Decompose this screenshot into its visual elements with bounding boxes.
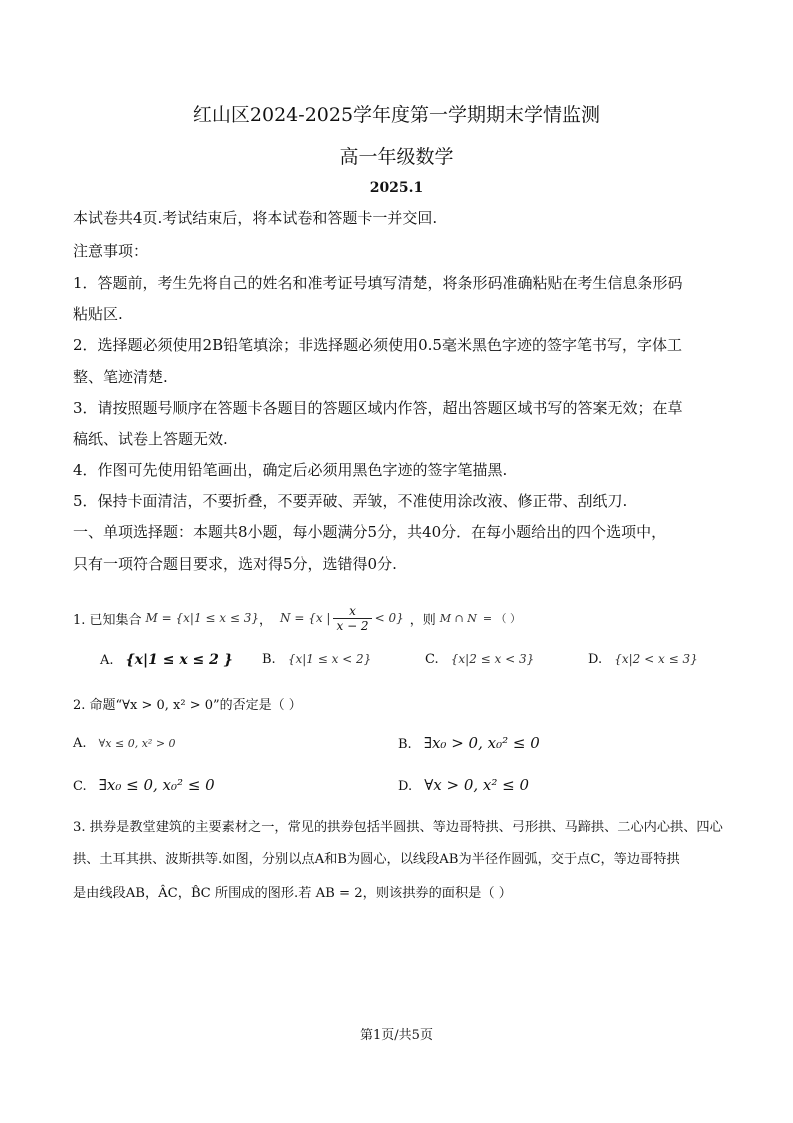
q2-option-c-text: ∃x₀ ≤ 0, x₀² ≤ 0 xyxy=(98,776,215,794)
question-2-stem: 2. 命题“∀x > 0, x² > 0”的否定是（ ） xyxy=(73,698,302,713)
note-3-line-1: 3．请按照题号顺序在答题卡各题目的答题区域内作答，超出答题区域书写的答案无效；在草 xyxy=(73,399,683,417)
q1-option-c-label: C. xyxy=(425,652,439,667)
exam-subtitle: 高一年级数学 xyxy=(339,146,454,168)
q1-option-a-label: A. xyxy=(100,653,114,668)
intro-text: 本试卷共4页.考试结束后，将本试卷和答题卡一并交回. xyxy=(73,209,438,227)
q1-option-a-text: {x|1 ≤ x ≤ 2 } xyxy=(125,652,233,668)
q1-option-b xyxy=(262,652,371,667)
q1-option-b-text: {x|1 ≤ x < 2} xyxy=(287,652,372,666)
q2-option-d-text: ∀x > 0, x² ≤ 0 xyxy=(424,776,530,794)
q2-option-a-text: ∀x ≤ 0, x² > 0 xyxy=(98,737,176,750)
q1-fraction-numerator: x xyxy=(333,604,371,619)
q2-option-c xyxy=(73,776,215,794)
q2-option-b-text: ∃x₀ > 0, x₀² ≤ 0 xyxy=(423,734,540,752)
page-footer: 第1页/共5页 xyxy=(360,1028,433,1043)
q2-option-a-label: A. xyxy=(73,736,87,751)
note-1-line-2: 粘贴区. xyxy=(73,305,123,323)
q1-answer-blank: = （ ） xyxy=(482,612,522,625)
q1-option-a xyxy=(100,652,233,668)
q1-option-c-text: {x|2 ≤ x < 3} xyxy=(450,652,535,666)
q2-option-d-label: D. xyxy=(398,779,413,794)
q1-then: ，则 xyxy=(409,612,436,628)
q1-set-n-fraction xyxy=(333,604,371,633)
note-1-line-1: 1．答题前，考生先将自己的姓名和准考证号填写清楚，将条形码准确粘贴在考生信息条形码 xyxy=(73,274,683,292)
q1-prefix: 1. 已知集合 xyxy=(73,612,142,628)
q1-set-m: M = {x|1 ≤ x ≤ 3} xyxy=(145,611,260,625)
q2-option-c-label: C. xyxy=(73,779,87,794)
q1-option-d-text: {x|2 < x ≤ 3} xyxy=(614,652,698,666)
notes-heading: 注意事项： xyxy=(73,242,149,260)
exam-title: 红山区2024-2025学年度第一学期期末学情监测 xyxy=(192,104,601,126)
note-4: 4．作图可先使用铅笔画出，确定后必须用黑色字迹的签字笔描黑. xyxy=(73,461,508,479)
question-3-line-1: 3. 拱券是教堂建筑的主要素材之一，常见的拱券包括半圆拱、等边哥特拱、弓形拱、马蹄拱、二心内心拱、四心 xyxy=(73,820,723,835)
section-1-line-1: 一、单项选择题：本题共8小题，每小题满分5分，共40分．在每小题给出的四个选项中， xyxy=(73,523,667,541)
exam-date: 2025.1 xyxy=(369,180,424,196)
q1-set-n-right: < 0} xyxy=(374,611,404,625)
q1-fraction-denominator: x − 2 xyxy=(336,618,369,633)
q1-option-c xyxy=(425,652,534,667)
note-2-line-1: 2．选择题必须使用2B铅笔填涂；非选择题必须使用0.5毫米黑色字迹的签字笔书写，字体工 xyxy=(73,336,682,354)
note-5: 5．保持卡面清洁，不要折叠，不要弄破、弄皱，不准使用涂改液、修正带、刮纸刀. xyxy=(73,492,628,510)
note-3-line-2: 稿纸、试卷上答题无效. xyxy=(73,430,228,448)
question-1-stem xyxy=(73,590,521,646)
q1-set-n-left: N = {x | xyxy=(280,611,331,625)
q2-option-b-label: B. xyxy=(398,737,412,752)
q1-option-d-label: D. xyxy=(588,652,603,667)
q1-option-b-label: B. xyxy=(262,652,276,667)
question-3-line-2: 拱、土耳其拱、波斯拱等.如图，分别以点A和B为圆心，以线段AB为半径作圆弧，交于点C，等边哥特拱 xyxy=(73,852,680,867)
note-2-line-2: 整、笔迹清楚. xyxy=(73,368,168,386)
q2-option-d xyxy=(398,776,529,794)
q1-option-d xyxy=(588,652,698,667)
question-3-line-3: 是由线段AB，ÂC，B̂C 所围成的图形.若 AB = 2，则该拱券的面积是（ ） xyxy=(73,886,512,901)
q1-intersection: M ∩ N xyxy=(439,611,477,625)
q2-option-a xyxy=(73,736,176,751)
q2-option-b xyxy=(398,734,540,752)
q1-comma: ， xyxy=(259,612,273,628)
section-1-line-2: 只有一项符合题目要求，选对得5分，选错得0分. xyxy=(73,555,397,573)
